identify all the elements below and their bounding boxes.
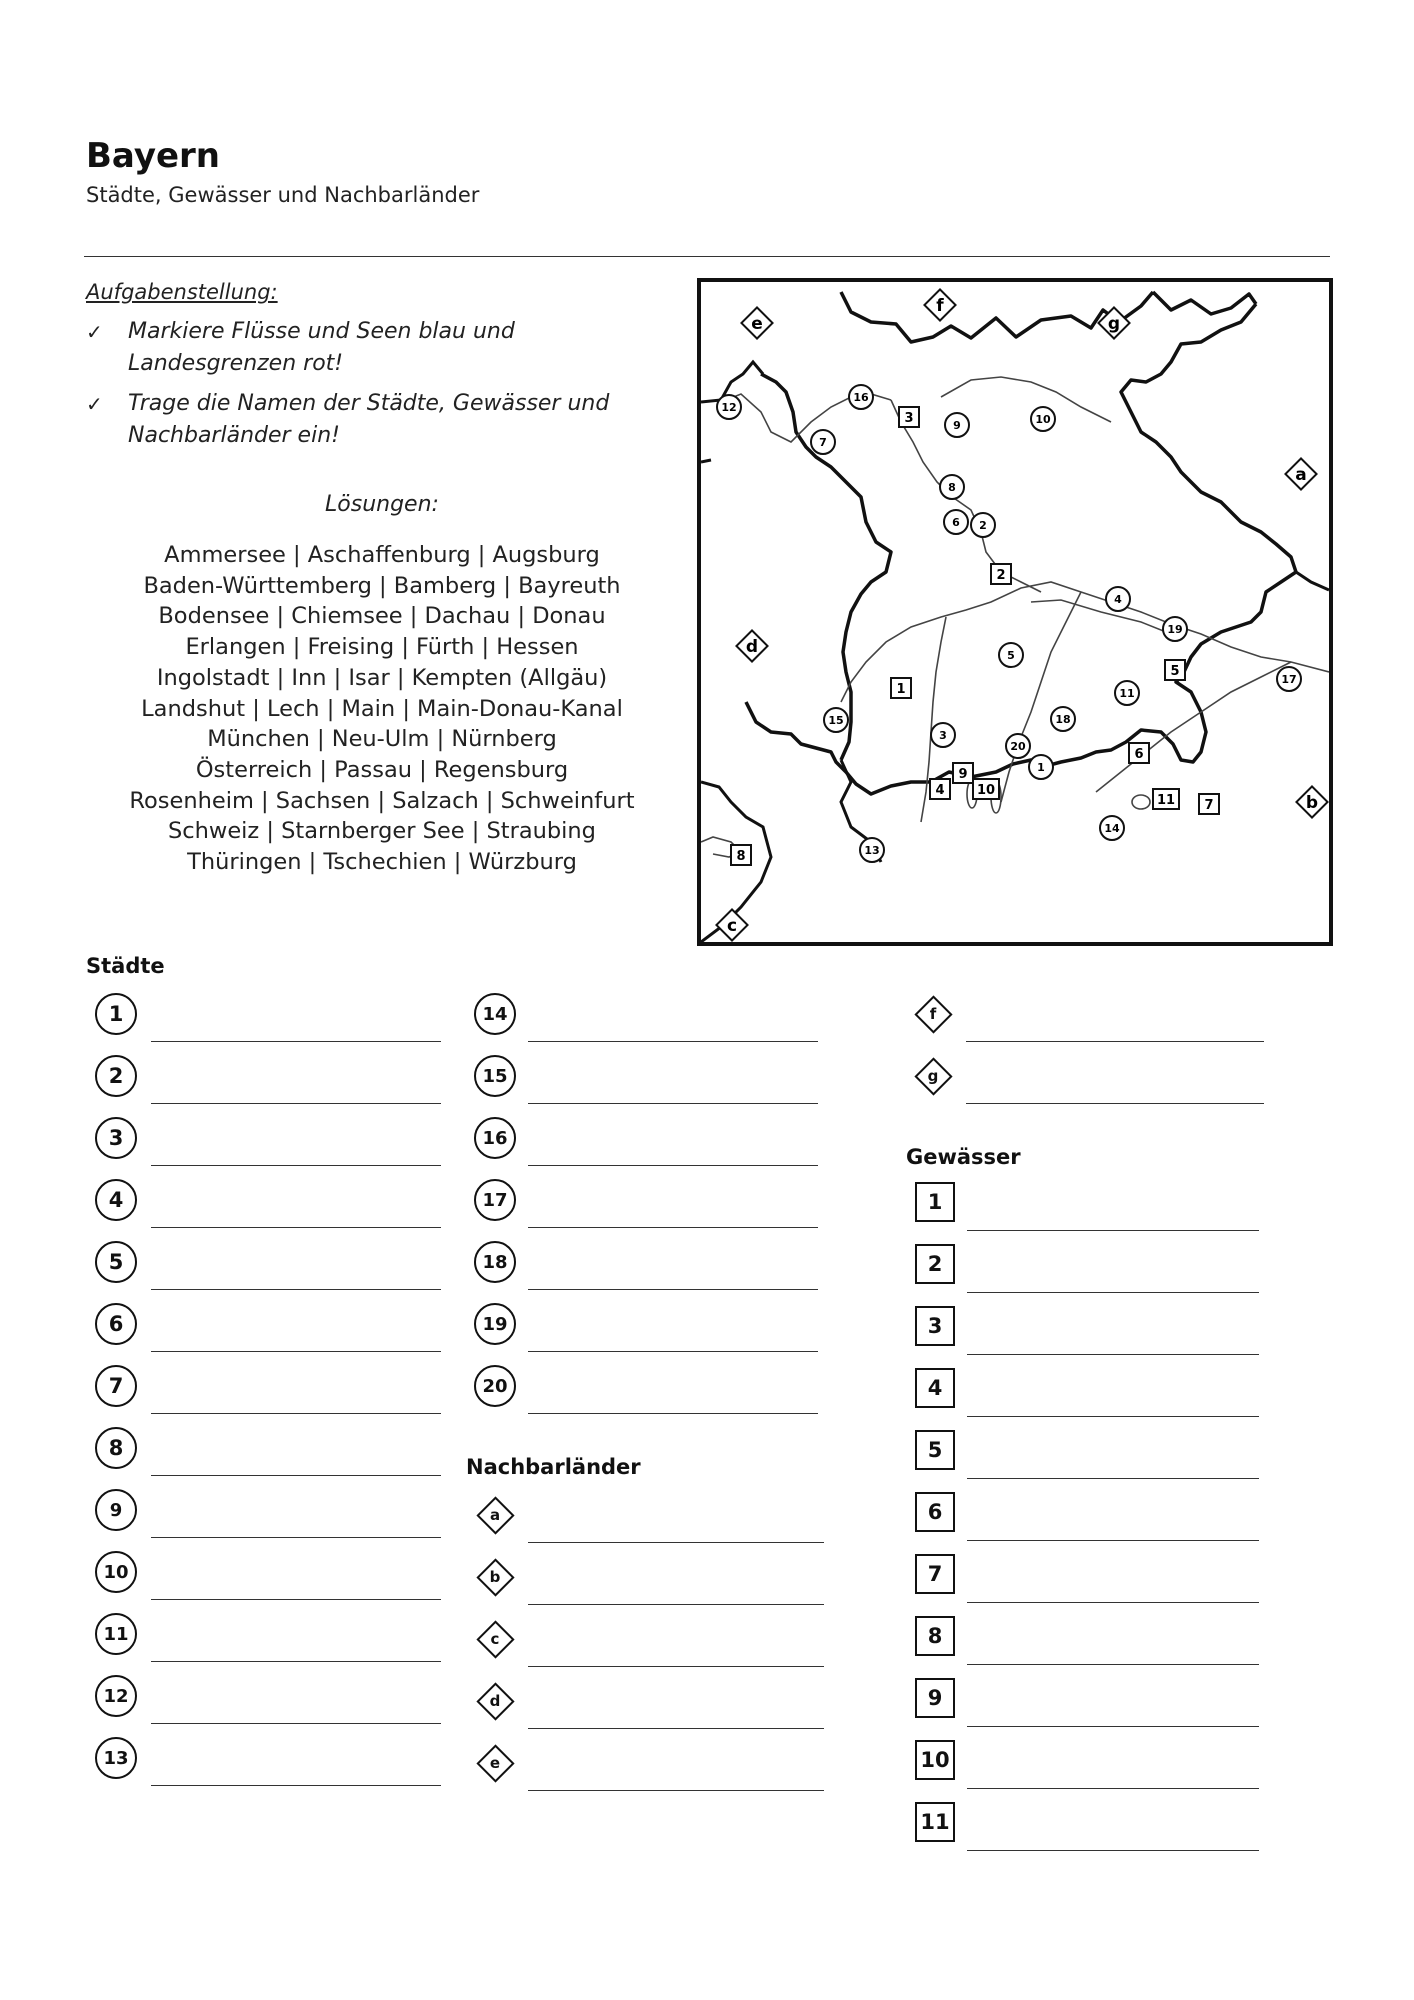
bavaria-map xyxy=(697,278,1333,946)
map-city-6 xyxy=(944,510,968,534)
answer-line[interactable] xyxy=(151,1413,441,1414)
answer-line[interactable] xyxy=(151,1785,441,1786)
map-water-2 xyxy=(991,564,1011,584)
country-letter-marker xyxy=(912,993,954,1035)
answer-line[interactable] xyxy=(967,1292,1259,1293)
map-water-label: 1 xyxy=(896,682,906,697)
map-city-label: 3 xyxy=(939,729,947,742)
water-number-marker: 9 xyxy=(915,1678,955,1718)
map-city-16 xyxy=(849,385,873,409)
country-letter-marker xyxy=(912,1055,954,1097)
country-letter: a xyxy=(489,1506,501,1524)
solutions-line: Ammersee | Aschaffenburg | Augsburg xyxy=(164,542,600,568)
solutions-line: Landshut | Lech | Main | Main-Donau-Kanal xyxy=(141,695,623,722)
solutions-line: München | Neu-Ulm | Nürnberg xyxy=(207,726,557,753)
answer-line[interactable] xyxy=(967,1540,1259,1541)
answer-line[interactable] xyxy=(528,1790,824,1791)
answer-line[interactable] xyxy=(967,1354,1259,1355)
answer-line[interactable] xyxy=(967,1788,1259,1789)
solutions-heading: Lösungen: xyxy=(325,492,439,517)
city-number-marker: 18 xyxy=(474,1241,516,1283)
answer-line[interactable] xyxy=(528,1604,824,1605)
city-number-marker: 6 xyxy=(95,1303,137,1345)
map-water-6 xyxy=(1129,743,1149,763)
answer-line[interactable] xyxy=(151,1723,441,1724)
page-subtitle: Städte, Gewässer und Nachbarländer xyxy=(86,183,480,207)
answer-line[interactable] xyxy=(967,1726,1259,1727)
city-number-marker: 11 xyxy=(95,1613,137,1655)
map-city-4 xyxy=(1106,587,1130,611)
answer-line[interactable] xyxy=(967,1230,1259,1231)
map-city-label: 4 xyxy=(1114,593,1122,606)
answer-line[interactable] xyxy=(528,1289,818,1290)
answer-line[interactable] xyxy=(151,1475,441,1476)
solutions-line: Österreich | Passau | Regensburg xyxy=(195,756,569,783)
task-heading: Aufgabenstellung: xyxy=(86,280,278,304)
answer-line[interactable] xyxy=(528,1413,818,1414)
map-city-3 xyxy=(931,723,955,747)
map-city-7 xyxy=(811,430,835,454)
country-letter-marker xyxy=(474,1680,516,1722)
solutions-list xyxy=(86,540,678,878)
answer-line[interactable] xyxy=(528,1542,824,1543)
solutions-line: Schweiz | Starnberger See | Straubing xyxy=(168,818,596,845)
map-city-19 xyxy=(1163,617,1187,641)
map-city-12 xyxy=(717,395,741,419)
country-letter-marker xyxy=(474,1742,516,1784)
map-water-9 xyxy=(953,763,973,783)
solutions-line: Bodensee | Chiemsee | Dachau | Donau xyxy=(158,603,606,630)
map-water-3 xyxy=(899,407,919,427)
map-city-1 xyxy=(1029,755,1053,779)
country-letter: b xyxy=(489,1568,501,1586)
map-city-label: 17 xyxy=(1281,673,1297,686)
country-letter-marker xyxy=(474,1494,516,1536)
staedte-heading: Städte xyxy=(86,954,165,978)
map-city-5 xyxy=(999,643,1023,667)
map-city-label: 16 xyxy=(853,391,869,404)
city-number-marker: 3 xyxy=(95,1117,137,1159)
answer-line[interactable] xyxy=(151,1599,441,1600)
map-city-label: 5 xyxy=(1007,649,1015,662)
west-frame-border xyxy=(701,460,711,462)
answer-line[interactable] xyxy=(151,1041,441,1042)
country-letter: c xyxy=(490,1630,500,1648)
map-city-11 xyxy=(1115,681,1139,705)
answer-line[interactable] xyxy=(528,1227,818,1228)
city-number-marker: 5 xyxy=(95,1241,137,1283)
answer-line[interactable] xyxy=(967,1416,1259,1417)
task-item xyxy=(86,388,666,452)
map-city-14 xyxy=(1100,816,1124,840)
answer-line[interactable] xyxy=(967,1602,1259,1603)
map-city-label: 9 xyxy=(953,419,961,432)
city-number-marker: 8 xyxy=(95,1427,137,1469)
map-water-7 xyxy=(1199,794,1219,814)
map-country-e xyxy=(741,307,772,338)
city-markers xyxy=(717,385,1301,862)
map-country-b xyxy=(1296,786,1327,817)
answer-line[interactable] xyxy=(528,1165,818,1166)
country-letter-marker xyxy=(474,1556,516,1598)
answer-line[interactable] xyxy=(528,1103,818,1104)
map-city-9 xyxy=(945,413,969,437)
north-river xyxy=(941,377,1111,422)
answer-line[interactable] xyxy=(966,1103,1264,1104)
solutions-line: Ingolstadt | Inn | Isar | Kempten (Allgäu) xyxy=(156,664,608,691)
map-water-8 xyxy=(731,845,751,865)
country-letter-marker xyxy=(474,1618,516,1660)
city-number-marker: 2 xyxy=(95,1055,137,1097)
answer-line[interactable] xyxy=(528,1041,818,1042)
map-water-label: 3 xyxy=(904,411,914,426)
city-number-marker: 1 xyxy=(95,993,137,1035)
city-number-marker: 4 xyxy=(95,1179,137,1221)
map-city-label: 8 xyxy=(948,481,956,494)
map-country-label: b xyxy=(1305,793,1319,813)
country-letter: g xyxy=(927,1067,939,1085)
map-city-label: 20 xyxy=(1010,740,1026,753)
task-list xyxy=(86,316,666,460)
map-city-10 xyxy=(1031,407,1055,431)
map-water-label: 4 xyxy=(935,783,945,798)
lake xyxy=(1132,795,1150,809)
map-water-label: 6 xyxy=(1134,747,1144,762)
solutions-line: Baden-Württemberg | Bamberg | Bayreuth xyxy=(143,572,621,599)
map-city-18 xyxy=(1051,707,1075,731)
answer-line[interactable] xyxy=(967,1664,1259,1665)
city-number-marker: 14 xyxy=(474,993,516,1035)
city-number-marker: 10 xyxy=(95,1551,137,1593)
map-country-label: d xyxy=(745,637,759,657)
map-country-label: e xyxy=(751,314,763,334)
map-drawing xyxy=(701,282,1329,942)
task-text: Trage die Namen der Städte, Gewässer und Nachbarländer ein! xyxy=(128,391,610,448)
map-country-c xyxy=(716,909,747,940)
country-markers xyxy=(716,289,1327,940)
map-city-label: 1 xyxy=(1037,761,1045,774)
water-number-marker: 3 xyxy=(915,1306,955,1346)
east-border xyxy=(1296,572,1329,590)
map-country-f xyxy=(924,289,955,320)
answer-line[interactable] xyxy=(966,1041,1264,1042)
country-letter: f xyxy=(929,1005,937,1023)
map-water-label: 11 xyxy=(1156,793,1176,808)
city-number-marker: 20 xyxy=(474,1365,516,1407)
city-number-marker: 12 xyxy=(95,1675,137,1717)
map-water-5 xyxy=(1165,660,1185,680)
map-city-8 xyxy=(940,475,964,499)
answer-line[interactable] xyxy=(528,1666,824,1667)
task-text: Markiere Flüsse und Seen blau und Landesgrenzen rot! xyxy=(128,319,515,376)
city-number-marker: 7 xyxy=(95,1365,137,1407)
donau-river xyxy=(841,582,1329,702)
rivers xyxy=(701,377,1329,857)
map-water-11 xyxy=(1153,789,1179,809)
map-water-label: 10 xyxy=(976,783,996,798)
map-water-label: 7 xyxy=(1204,798,1214,813)
map-water-label: 8 xyxy=(736,849,746,864)
map-city-15 xyxy=(824,708,848,732)
map-city-label: 19 xyxy=(1167,623,1183,636)
map-city-17 xyxy=(1277,667,1301,691)
water-number-marker: 2 xyxy=(915,1244,955,1284)
map-country-label: a xyxy=(1295,465,1307,485)
map-city-label: 15 xyxy=(828,714,844,727)
water-number-marker: 1 xyxy=(915,1182,955,1222)
city-number-marker: 16 xyxy=(474,1117,516,1159)
water-number-marker: 4 xyxy=(915,1368,955,1408)
map-city-label: 2 xyxy=(979,519,987,532)
page-title: Bayern xyxy=(86,136,221,176)
answer-line[interactable] xyxy=(151,1227,441,1228)
answer-line[interactable] xyxy=(151,1103,441,1104)
map-city-label: 14 xyxy=(1104,822,1120,835)
solutions-line: Thüringen | Tschechien | Würzburg xyxy=(187,849,577,876)
country-letter: e xyxy=(489,1754,501,1772)
checkmark-icon: ✓ xyxy=(86,392,103,416)
water-number-marker: 8 xyxy=(915,1616,955,1656)
gewaesser-heading: Gewässer xyxy=(906,1145,1021,1169)
solutions-line: Erlangen | Freising | Fürth | Hessen xyxy=(185,634,579,661)
east-river xyxy=(1031,600,1171,634)
city-number-marker: 13 xyxy=(95,1737,137,1779)
map-city-label: 13 xyxy=(864,844,880,857)
water-number-marker: 7 xyxy=(915,1554,955,1594)
map-city-20 xyxy=(1006,734,1030,758)
map-water-label: 9 xyxy=(958,767,968,782)
answer-line[interactable] xyxy=(151,1165,441,1166)
city-number-marker: 19 xyxy=(474,1303,516,1345)
map-city-2 xyxy=(971,513,995,537)
map-country-d xyxy=(736,630,767,661)
answer-line[interactable] xyxy=(528,1728,824,1729)
city-number-marker: 15 xyxy=(474,1055,516,1097)
answer-line[interactable] xyxy=(151,1289,441,1290)
checkmark-icon: ✓ xyxy=(86,320,103,344)
country-letter: d xyxy=(489,1692,501,1710)
answer-line[interactable] xyxy=(967,1478,1259,1479)
answer-line[interactable] xyxy=(151,1661,441,1662)
map-country-a xyxy=(1285,458,1316,489)
map-country-label: f xyxy=(936,296,944,316)
map-city-13 xyxy=(860,838,884,862)
map-city-label: 11 xyxy=(1119,687,1135,700)
map-city-label: 7 xyxy=(819,436,827,449)
divider xyxy=(84,256,1330,257)
water-number-marker: 6 xyxy=(915,1492,955,1532)
water-number-marker: 5 xyxy=(915,1430,955,1470)
city-number-marker: 9 xyxy=(95,1489,137,1531)
map-city-label: 12 xyxy=(721,401,737,414)
map-water-label: 5 xyxy=(1170,664,1180,679)
map-city-label: 6 xyxy=(952,516,960,529)
answer-line[interactable] xyxy=(151,1351,441,1352)
map-country-label: g xyxy=(1107,314,1121,334)
solutions-line: Rosenheim | Sachsen | Salzach | Schweinfurt xyxy=(129,787,635,814)
map-water-1 xyxy=(891,678,911,698)
water-number-marker: 11 xyxy=(915,1802,955,1842)
map-country-label: c xyxy=(726,916,738,936)
city-number-marker: 17 xyxy=(474,1179,516,1221)
map-water-4 xyxy=(930,779,950,799)
map-city-label: 10 xyxy=(1035,413,1051,426)
task-item xyxy=(86,316,666,380)
map-city-label: 18 xyxy=(1055,713,1071,726)
map-water-label: 2 xyxy=(996,568,1006,583)
nachbarlaender-heading: Nachbarländer xyxy=(466,1455,641,1479)
answer-line[interactable] xyxy=(151,1537,441,1538)
map-water-10 xyxy=(973,779,999,799)
answer-line[interactable] xyxy=(967,1850,1259,1851)
water-number-marker: 10 xyxy=(915,1740,955,1780)
answer-line[interactable] xyxy=(528,1351,818,1352)
